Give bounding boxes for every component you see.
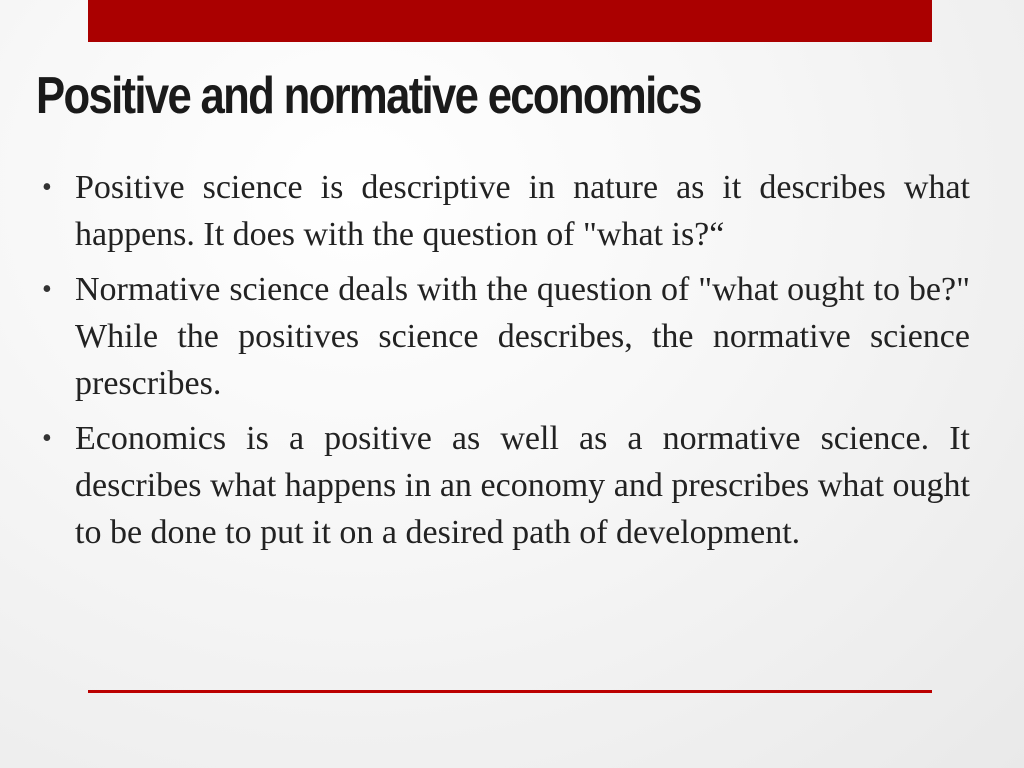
bullet-text: Economics is a positive as well as a normative science. It describes what happens in an economy and prescribes what ought to be done to put it on a desired path of development. [75, 420, 970, 551]
slide-title: Positive and normative economics [36, 67, 701, 125]
bullet-icon: • [42, 423, 52, 454]
bullet-text: Normative science deals with the question of "what ought to be?" While the positives science describes, the normative science prescribes. [75, 271, 970, 402]
bullet-icon: • [42, 172, 52, 203]
bottom-divider [88, 690, 932, 693]
top-accent-bar [88, 0, 932, 42]
bullet-list [40, 164, 970, 564]
bullet-item [40, 164, 970, 258]
bullet-item [40, 266, 970, 407]
bullet-text: Positive science is descriptive in nature as it describes what happens. It does with the question of "what is?“ [75, 169, 970, 253]
bullet-item [40, 415, 970, 556]
bullet-icon: • [42, 274, 52, 305]
